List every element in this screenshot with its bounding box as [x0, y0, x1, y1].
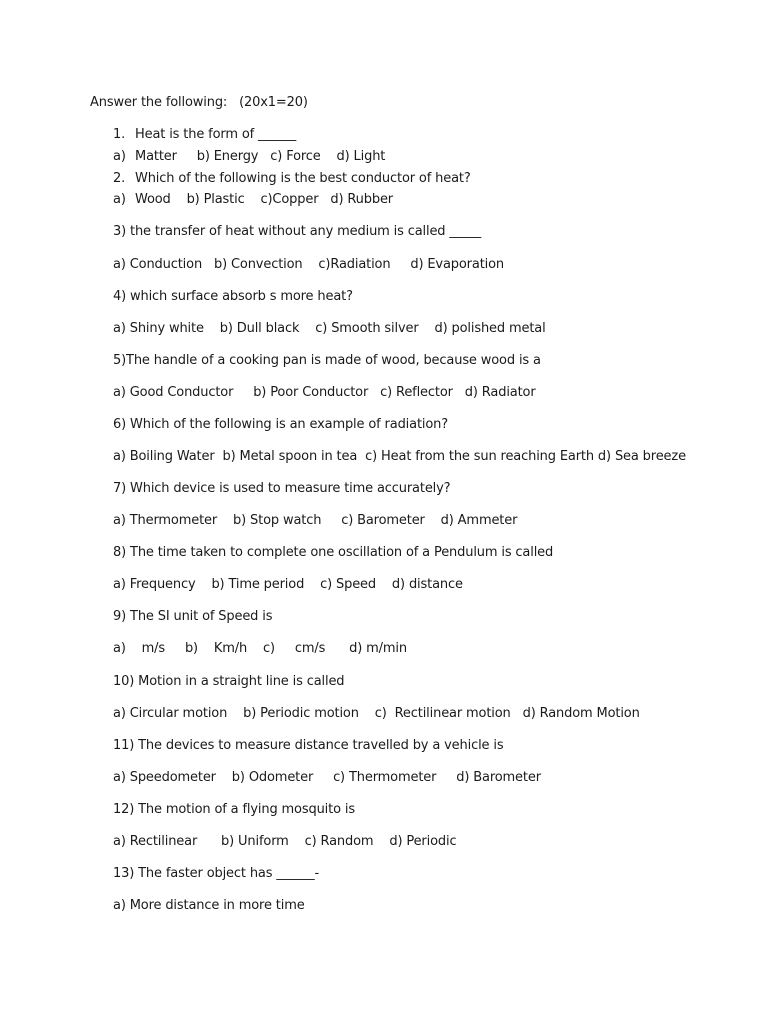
list-marker: 1.	[113, 127, 126, 142]
options-text: a) Boiling Water b) Metal spoon in tea c) Heat from the sun reaching Earth d) Sea breeze	[113, 449, 686, 464]
options-text: a) Thermometer b) Stop watch c) Barometer d) Ammeter	[113, 513, 518, 528]
question-text: 6) Which of the following is an example of radiation?	[113, 417, 449, 432]
question-text: 5)The handle of a cooking pan is made of wood, because wood is a	[113, 353, 541, 368]
question-text: Heat is the form of ______	[135, 127, 297, 142]
question-text: 11) The devices to measure distance travelled by a vehicle is	[113, 738, 504, 753]
worksheet-heading: Answer the following: (20x1=20)	[90, 95, 308, 110]
question-text: 13) The faster object has ______-	[113, 866, 319, 881]
options-text: a) m/s b) Km/h c) cm/s d) m/min	[113, 641, 407, 656]
question-text: 7) Which device is used to measure time accurately?	[113, 481, 451, 496]
options-text: a) Good Conductor b) Poor Conductor c) Reflector d) Radiator	[113, 385, 536, 400]
options-text: a) Rectilinear b) Uniform c) Random d) Periodic	[113, 834, 457, 849]
list-marker: a)	[113, 149, 126, 164]
question-text: 10) Motion in a straight line is called	[113, 674, 345, 689]
question-text: 9) The SI unit of Speed is	[113, 609, 273, 624]
options-text: Matter b) Energy c) Force d) Light	[135, 149, 386, 164]
list-marker: a)	[113, 192, 126, 207]
options-text: a) Frequency b) Time period c) Speed d) distance	[113, 577, 463, 592]
options-text: a) Speedometer b) Odometer c) Thermometer d) Barometer	[113, 770, 541, 785]
list-marker: 2.	[113, 171, 126, 186]
question-text: 12) The motion of a flying mosquito is	[113, 802, 355, 817]
question-text: 4) which surface absorb s more heat?	[113, 289, 353, 304]
question-text: Which of the following is the best conductor of heat?	[135, 171, 471, 186]
question-text: 3) the transfer of heat without any medium is called _____	[113, 224, 482, 239]
options-text: a) More distance in more time	[113, 898, 305, 913]
options-text: Wood b) Plastic c)Copper d) Rubber	[135, 192, 393, 207]
question-text: 8) The time taken to complete one oscillation of a Pendulum is called	[113, 545, 554, 560]
options-text: a) Conduction b) Convection c)Radiation d) Evaporation	[113, 257, 504, 272]
options-text: a) Shiny white b) Dull black c) Smooth silver d) polished metal	[113, 321, 546, 336]
options-text: a) Circular motion b) Periodic motion c) Rectilinear motion d) Random Motion	[113, 706, 640, 721]
